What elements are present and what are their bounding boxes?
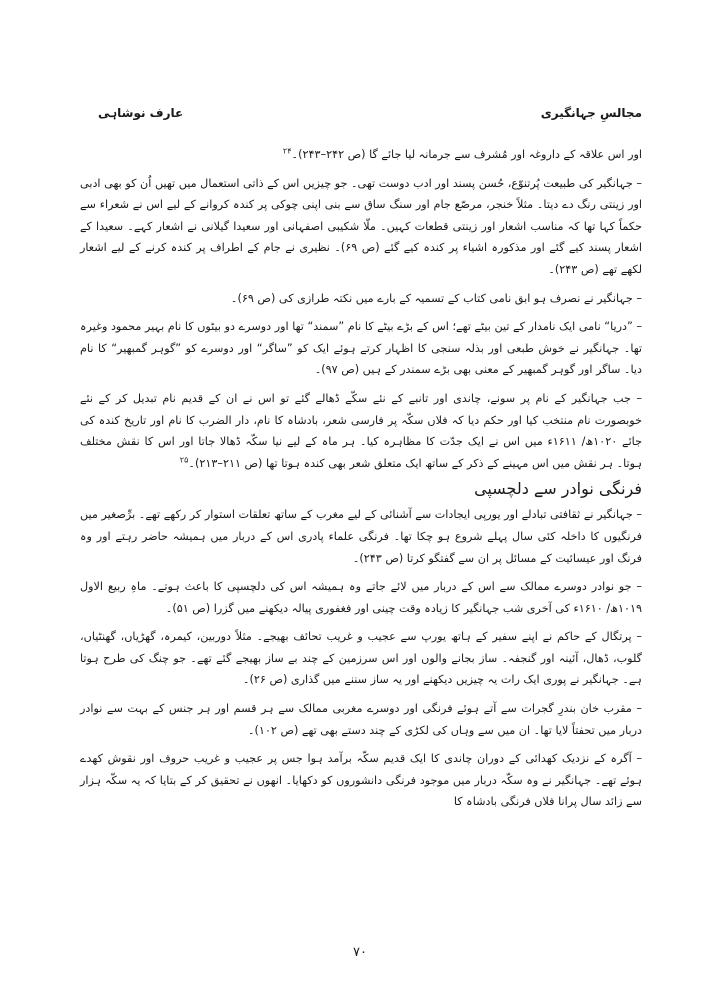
header-author: عارف نوشاہی [98, 106, 184, 120]
footnote-marker: ۲۵ [179, 454, 189, 464]
paragraph: – مقرب خان بندرِ گجرات سے آتے ہوئے فرنگی اور دوسرے مغربی ممالک سے ہر قسم اور ہر جنس کے بہت سے نوادر دربار میں تحفتاً لایا تھا۔ ان میں سے وہاں کی لکڑی کے چند دستے بھی تھے (ص ۱۰۲)۔ [80, 702, 642, 737]
running-header [86, 106, 642, 126]
paragraph-text: اور اس علاقہ کے داروغہ اور مُشرف سے جرمانہ لیا جائے گا (ص ۲۴۲–۲۴۳)۔ [291, 148, 642, 161]
paragraph: – جہانگیر نے ثقافتی تبادلے اور یورپی ایجادات سے آشنائی کے لیے مغرب کے ساتھ تعلقات استوار کر رکھے تھے۔ برِّصغیر میں فرنگیوں کا داخلہ کئی سال پہلے شروع ہو چکا تھا۔ فرنگی علماء پادری اس کے دربار میں ہمیشہ حاضر رہتے اور وہ فرنگ اور عیسائیت کے مسائل پر ان سے گفتگو کرتا (ص ۲۴۳)۔ [80, 508, 642, 565]
paragraph: – جہانگیر کی طبیعت پُرتنوّع، حُسن پسند اور ادب دوست تھی۔ جو چیزیں اس کے ذاتی استعمال میں تھیں اُن کو بھی ادبی اور زینتی رنگ دے دیتا۔ مثلاً خنجر، مرصّع جام اور سنگ ساق سے بنی اپنی چوکی پر کندہ کروانے کے لیے اس نے شعراء سے حکماً کہا تھا کہ مناسب اشعار اور زینتی قطعات کہیں۔ ملّا شکیبی اصفہانی اور سعیدا گیلانی نے اشعار کہے۔ سعیدا کے اشعار پسند کیے گئے اور مذکورہ اشیاء پر کندہ کیے گئے (ص ۶۹)۔ نظیری نے جام کے اطراف پر کندہ کرنے کے لیے اشعار لکھے تھے (ص ۲۴۳)۔ [80, 176, 642, 276]
paragraph: – آگرہ کے نزدیک کھدائی کے دوران چاندی کا ایک قدیم سکّہ برآمد ہوا جس پر عجیب و غریب حروف اور نقوش کھدے ہوئے تھے۔ جہانگیر نے وہ سکّہ دربار میں موجود فرنگی دانشوروں کو دکھایا۔ انھوں نے تحقیق کر کے بتایا کہ یہ سکّہ ہزار سے زائد سال پرانا فلاں فرنگی بادشاہ کا [80, 752, 642, 809]
paragraph: – ”دریا“ نامی ایک نامدار کے تین بیٹے تھے؛ اس کے بڑے بیٹے کا نام ”سمند“ تھا اور دوسرے دو بیٹوں کا نام بہیر محمود وغیرہ تھا۔ جہانگیر نے خوش طبعی اور بذلہ سنجی کا اظہار کرتے ہوئے ایک کو ”ساگر“ اور دوسرے کو ”گوہر گمبھیر“ کا نام دیا۔ ساگر اور گوہر گمبھیر کے معنی بھی بڑے سمندر کے ہیں (ص ۹۷)۔ [80, 320, 642, 377]
paragraph-text: – جب جہانگیر کے نام پر سونے، چاندی اور تانبے کے نئے سکّے ڈھالے گئے تو اس نے ان کے قدیم نام تبدیل کر کے نئے خوبصورت نام منتخب کیا اور حکم دیا کہ فلاں سکّہ پر فارسی شعر، بادشاہ کا نام، دار الضرب کا نام اور تاریخ کندہ کی جائے ۱۰۲۰ھ/ ۱۶۱۱ء میں اس نے ایک جدّت کا مظاہرہ کیا۔ ہر ماہ کے لیے نیا سکّہ ڈھالا جاتا اور اس کا نقش مختلف ہوتا۔ ہر نقش میں اس مہینے کے ذکر کے ساتھ ایک متعلق شعر بھی کندہ ہوتا تھا (ص ۲۱۱–۲۱۳)۔ [80, 391, 643, 470]
body-text [80, 144, 642, 813]
paragraph [80, 144, 642, 166]
page-number: ۷۰ [353, 945, 367, 960]
header-book-title: مجالسِ جہانگیری [540, 106, 642, 120]
section-heading: فرنگی نوادر سے دلچسپی [474, 479, 642, 499]
paragraph: – جو نوادر دوسرے ممالک سے اس کے دربار میں لائے جاتے وہ ہمیشہ اس کی دلچسپی کا باعث ہوتے۔ ماہِ ربیع الاول ۱۰۱۹ھ/ ۱۶۱۰ء کی آخری شب جہانگیر کا زیادہ وقت چینی اور فغفوری پیالہ دیکھنے میں گزرا (ص ۵۱)۔ [80, 580, 642, 615]
paragraph [80, 388, 642, 474]
paragraph: – پرتگال کے حاکم نے اپنے سفیر کے ہاتھ یورپ سے عجیب و غریب تحائف بھیجے۔ مثلاً دوربین، کیمرہ، گھڑیاں، گھنٹیاں، گلوب، ڈھال، آئینہ اور گنجفہ۔ ساز بجانے والوں اور اس سرزمین کے چند بے ساز بھیجے گئے تھے۔ جو چنگ کی طرح ہوتا ہے۔ جہانگیر نے پوری ایک رات یہ چیزیں دیکھنے اور یہ ساز سننے میں گذاری (ص ۲۶)۔ [80, 630, 642, 687]
footnote-marker: ۲۴ [282, 146, 292, 156]
paragraph: – جہانگیر نے نصرف ہو ابق نامی کتاب کے تسمیہ کے بارے میں نکتہ طرازی کی (ص ۶۹)۔ [230, 291, 642, 305]
